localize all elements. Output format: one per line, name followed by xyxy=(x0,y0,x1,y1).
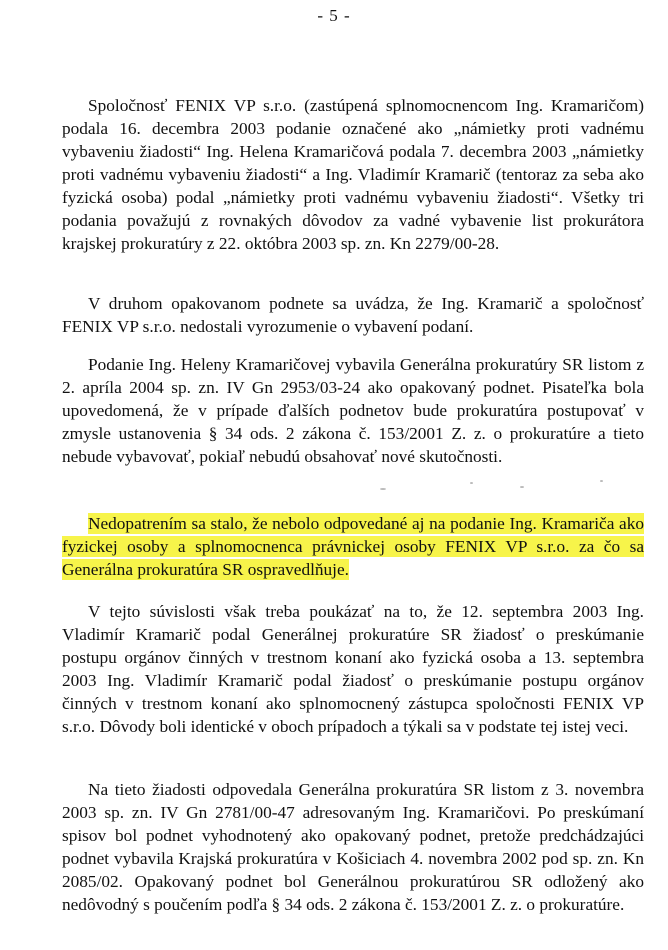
paragraph-5 xyxy=(62,600,644,738)
paragraph-6-text: Na tieto žiadosti odpovedala Generálna prokuratúra SR listom z 3. novembra 2003 sp. zn. IV Gn 2781/00-47 adresovaným Ing. Kramaričovi. Po preskúmaní spisov bol podnet vyhodnotený ako opakovaný podnet, pretože predchádzajúci podnet vybavila Krajská prokuratúra v Košiciach 4. novembra 2002 pod sp. zn. Kn 2085/02. Opakovaný podnet bol Generálnou prokuratúrou SR odložený ako nedôvodný s poučením podľa § 34 ods. 2 zákona č. 153/2001 Z. z. o prokuratúre. xyxy=(62,780,644,914)
paragraph-5-text: V tejto súvislosti však treba poukázať na to, že 12. septembra 2003 Ing. Vladimír Kramarič podal Generálnej prokuratúre SR žiadosť o preskúmanie postupu orgánov činných v trestnom konaní ako fyzická osoba a 13. septembra 2003 Ing. Vladimír Kramarič podal žiadosť o preskúmanie postupu orgánov činných v trestnom konaní ako splnomocnený zástupca spoločnosti FENIX VP s.r.o. Dôvody boli identické v oboch prípadoch a týkali sa v podstate tej istej veci. xyxy=(62,602,644,736)
paragraph-4-text: Nedopatrením sa stalo, že nebolo odpovedané aj na podanie Ing. Kramariča ako fyzickej osoby a splnomocnenca právnickej osoby FENIX VP s.r.o. za čo sa Generálna prokuratúra SR ospravedlňuje. xyxy=(62,514,644,579)
scan-speckle xyxy=(380,488,386,490)
page-number: - 5 - xyxy=(317,6,351,25)
paragraph-3 xyxy=(62,353,644,468)
scan-speckle xyxy=(600,480,603,482)
paragraph-3-text: Podanie Ing. Heleny Kramaričovej vybavila Generálna prokuratúry SR listom z 2. apríla 2004 sp. zn. IV Gn 2953/03-24 ako opakovaný podnet. Pisateľka bola upovedomená, že v prípade ďalších podnetov bude prokuratúra postupovať v zmysle ustanovenia § 34 ods. 2 zákona č. 153/2001 Z. z. o prokuratúre a tieto nebude vybavovať, pokiaľ nebudú obsahovať nové skutočnosti. xyxy=(62,355,644,466)
paragraph-6 xyxy=(62,778,644,916)
paragraph-2 xyxy=(62,292,644,338)
paragraph-4-highlighted xyxy=(62,512,644,581)
paragraph-1-text: Spoločnosť FENIX VP s.r.o. (zastúpená splnomocnencom Ing. Kramaričom) podala 16. decembra 2003 podanie označené ako „námietky proti vadnému vybaveniu žiadosti“ Ing. Helena Kramaričová podala 7. decembra 2003 „námietky proti vadnému vybaveniu žiadosti“ a Ing. Vladimír Kramarič (tentoraz za seba ako fyzická osoba) podal „námietky proti vadnému vybaveniu žiadosti“. Všetky tri podania považujú z rovnakých dôvodov za vadné vybavenie list prokurátora krajskej prokuratúry z 22. októbra 2003 sp. zn. Kn 2279/00-28. xyxy=(62,96,644,253)
scan-speckle xyxy=(470,482,473,484)
scan-speckle xyxy=(520,486,524,488)
paragraph-2-text: V druhom opakovanom podnete sa uvádza, že Ing. Kramarič a spoločnosť FENIX VP s.r.o. nedostali vyrozumenie o vybavení podaní. xyxy=(62,294,644,336)
paragraph-1 xyxy=(62,94,644,255)
